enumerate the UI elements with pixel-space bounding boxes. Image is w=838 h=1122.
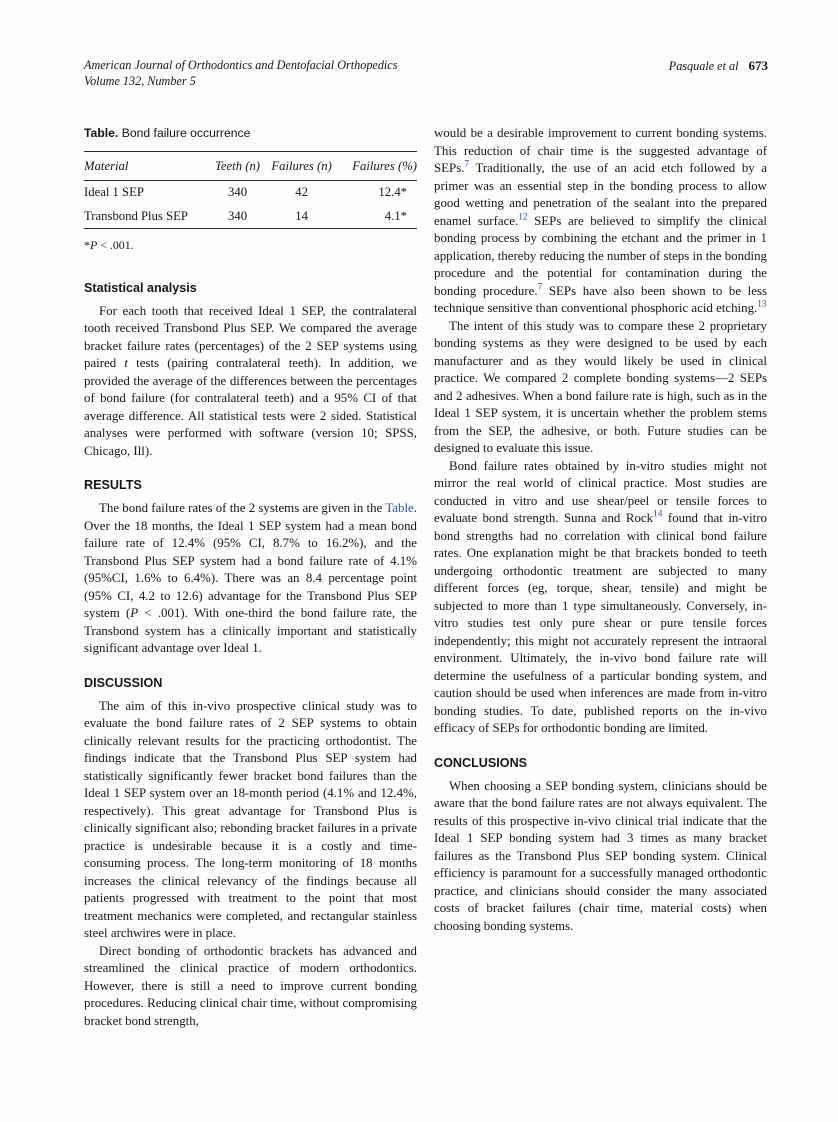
journal-volume: Volume 132, Number 5 [84, 73, 196, 88]
cell-teeth-n: 340 [228, 185, 248, 199]
text-run: would be a desirable improvement to current bonding systems. This reduction of chair time is the suggested advantage of SEPs. [434, 126, 767, 175]
table-row [84, 205, 417, 229]
cell-failures-n: 14 [295, 208, 308, 223]
section-heading-statistical-analysis: Statistical analysis [84, 280, 197, 295]
journal-title: American Journal of Orthodontics and Dentofacial Orthopedics [84, 58, 398, 72]
italic-text: P [130, 606, 139, 620]
text-run: * [84, 238, 90, 252]
table-footnote [84, 237, 417, 255]
text-run: found that in-vitro bond strengths had no correlation with clinical bond failure rates. One explanation might be that brackets bonded to teeth undergoing orthodontic treatment are subjected to many different forces (eg, torque, shear, tensile) and might be subjected to more than 1 type simultaneously. Conversely, in-vitro studies test only pure shear or pure tensile forces independently; this might not accurately represent the intraoral environment. Ultimately, the in-vivo bond failure rate will determine the usefulness of a particular bonding system, and caution should be used when inferences are made from in-vitro bonding studies. To date, published reports on the in-vivo efficacy of SEPs for orthodontic bonding are limited. [434, 511, 767, 735]
running-header [84, 58, 768, 89]
two-column-body [84, 125, 768, 1030]
col-header-material: Material [84, 158, 129, 173]
italic-text: P [89, 238, 98, 252]
running-authors: Pasquale et al [668, 59, 739, 73]
paragraph-conclusions [434, 778, 767, 936]
text-run: The aim of this in-vivo prospective clinical study was to evaluate the bond failure rates of 2 SEP systems to obtain clinically relevant results for the practicing orthodontist. The findings indicate that the Transbond Plus SEP system had statistically significantly fewer bracket bond failures than the Ideal 1 SEP system over an 18-month period (4.1% and 12.4%, respectively). This great advantage for Transbond Plus is clinically significant also; rebonding bracket failures in a private practice is undesirable because it is a costly and time-consuming process. The long-term monitoring of 18 months increases the clinical relevancy of the findings because all patients progressed with treatment to the point that most treatment mechanics were completed, and rectangular stainless steel archwires were in place. [84, 698, 417, 940]
text-run: Bond failure rates obtained by in-vitro studies might not mirror the real world of clinical practice. Most studies are conducted in vitro and use shear/peel or tensile forces to evaluate bond strength. Sunna and Rock [434, 458, 767, 525]
text-run: Direct bonding of orthodontic brackets has advanced and streamlined the clinical practice of modern orthodontics. However, there is still a need to improve current bonding procedures. Reducing clinical chair time, without compromising bracket bond strength, [84, 943, 417, 1028]
section-heading-conclusions: CONCLUSIONS [434, 755, 528, 770]
running-header-left [84, 58, 397, 89]
text-run: SEPs are believed to simplify the clinical bonding process by combining the etchant and the primer in 1 application, thereby reducing the number of steps in the bonding procedure and the potential for contamination during the bonding procedure. [434, 213, 767, 298]
paragraph-discussion-5 [434, 458, 767, 738]
text-run: Traditionally, the use of an acid etch followed by a primer was an essential step in the bonding process to allow good wetting and penetration of the sealant into the prepared enamel surface. [434, 161, 767, 228]
citation-reference-link[interactable]: 12 [518, 212, 528, 223]
col-header-failures-pct: Failures (%) [352, 158, 417, 173]
cell-teeth-n: 340 [228, 208, 248, 223]
text-run: < .001. [97, 238, 134, 252]
paragraph-discussion-1 [84, 698, 417, 943]
right-column [434, 125, 767, 1030]
paragraph-results [84, 500, 417, 658]
text-run: . Over the 18 months, the Ideal 1 SEP system had a mean bond failure rate of 12.4% (95% CI, 8.7% to 16.2%), and the Transbond Plus SEP system had a bond failure rate of 4.1% (95%CI, 1.6% to 6.4%). There was an 8.4 percentage point (95% CI, 4.2 to 12.6) advantage for the Transbond Plus SEP system ( [84, 501, 417, 620]
table-header-row [84, 151, 417, 181]
cell-material: Ideal 1 SEP [84, 185, 144, 199]
paragraph-statistical-analysis [84, 303, 417, 461]
text-run: When choosing a SEP bonding system, clinicians should be aware that the bond failure rates are not always equivalent. The results of this prospective in-vivo clinical trial indicate that the Ideal 1 SEP bonding system had 3 times as many bracket failures as the Transbond Plus SEP bonding system. Clinical efficiency is paramount for a successfully managed orthodontic practice, and clinicians should consider the many associated costs of bracket failures (chair time, material costs) when choosing bonding systems. [434, 778, 767, 933]
table-caption-text: Bond failure occurrence [121, 126, 251, 140]
text-run: The bond failure rates of the 2 systems are given in the [99, 501, 386, 515]
citation-reference-link[interactable]: 13 [757, 299, 767, 310]
col-header-teeth-n: Teeth (n) [215, 158, 261, 173]
running-header-right [669, 58, 768, 75]
table-caption-label: Table. [84, 126, 119, 140]
table-row [84, 181, 417, 205]
text-run: tests (pairing contralateral teeth). In addition, we provided the average of the differences between the percentages of bond failure (for contralateral teeth) and a 95% CI of that average difference. All statistical tests were 2 sided. Statistical analyses were performed with software (version 10; SPSS, Chicago, Ill). [84, 356, 417, 458]
text-run: < .001). With one-third the bond failure rate, the Transbond system has a clinically important and statistically significant advantage over Ideal 1. [84, 606, 417, 655]
left-column [84, 125, 417, 1030]
paragraph-discussion-continuation [434, 125, 767, 318]
citation-reference-link[interactable]: 7 [464, 159, 470, 170]
table-caption [84, 125, 417, 143]
text-run: The intent of this study was to compare these 2 proprietary bonding systems as they were designed to be used by each manufacturer and as they would likely be used in clinical practice. We compared 2 complete bonding systems—2 SEPs and 2 adhesives. When a bond failure rate is high, such as in the Ideal 1 SEP system, it is uncertain whether the problem stems from the SEP, the adhesive, or both. Future studies can be designed to evaluate this issue. [434, 318, 767, 455]
cell-failures-n: 42 [295, 185, 308, 199]
paragraph-discussion-2 [84, 943, 417, 1031]
citation-reference-link[interactable]: 7 [537, 282, 543, 293]
citation-reference-link[interactable]: 14 [653, 509, 663, 520]
page-number: 673 [748, 58, 768, 73]
italic-text: t [124, 356, 128, 370]
col-header-failures-n: Failures (n) [271, 158, 332, 173]
cell-failures-pct: 4.1* [384, 208, 407, 223]
section-heading-results: RESULTS [84, 478, 142, 492]
text-run: For each tooth that received Ideal 1 SEP, the contralateral tooth received Transbond Plus SEP. We compared the average bracket failure rates (percentages) of the 2 SEP systems using paired [84, 303, 417, 370]
table-block [84, 125, 417, 255]
table-crossref-link[interactable]: Table [385, 501, 414, 515]
section-heading-discussion: DISCUSSION [84, 675, 163, 690]
cell-failures-pct: 12.4* [378, 185, 407, 199]
text-run: SEPs have also been shown to be less technique sensitive than conventional phosphoric acid etching. [434, 283, 767, 315]
bond-failure-table [84, 151, 417, 230]
cell-material: Transbond Plus SEP [84, 208, 188, 223]
paragraph-discussion-4 [434, 318, 767, 458]
